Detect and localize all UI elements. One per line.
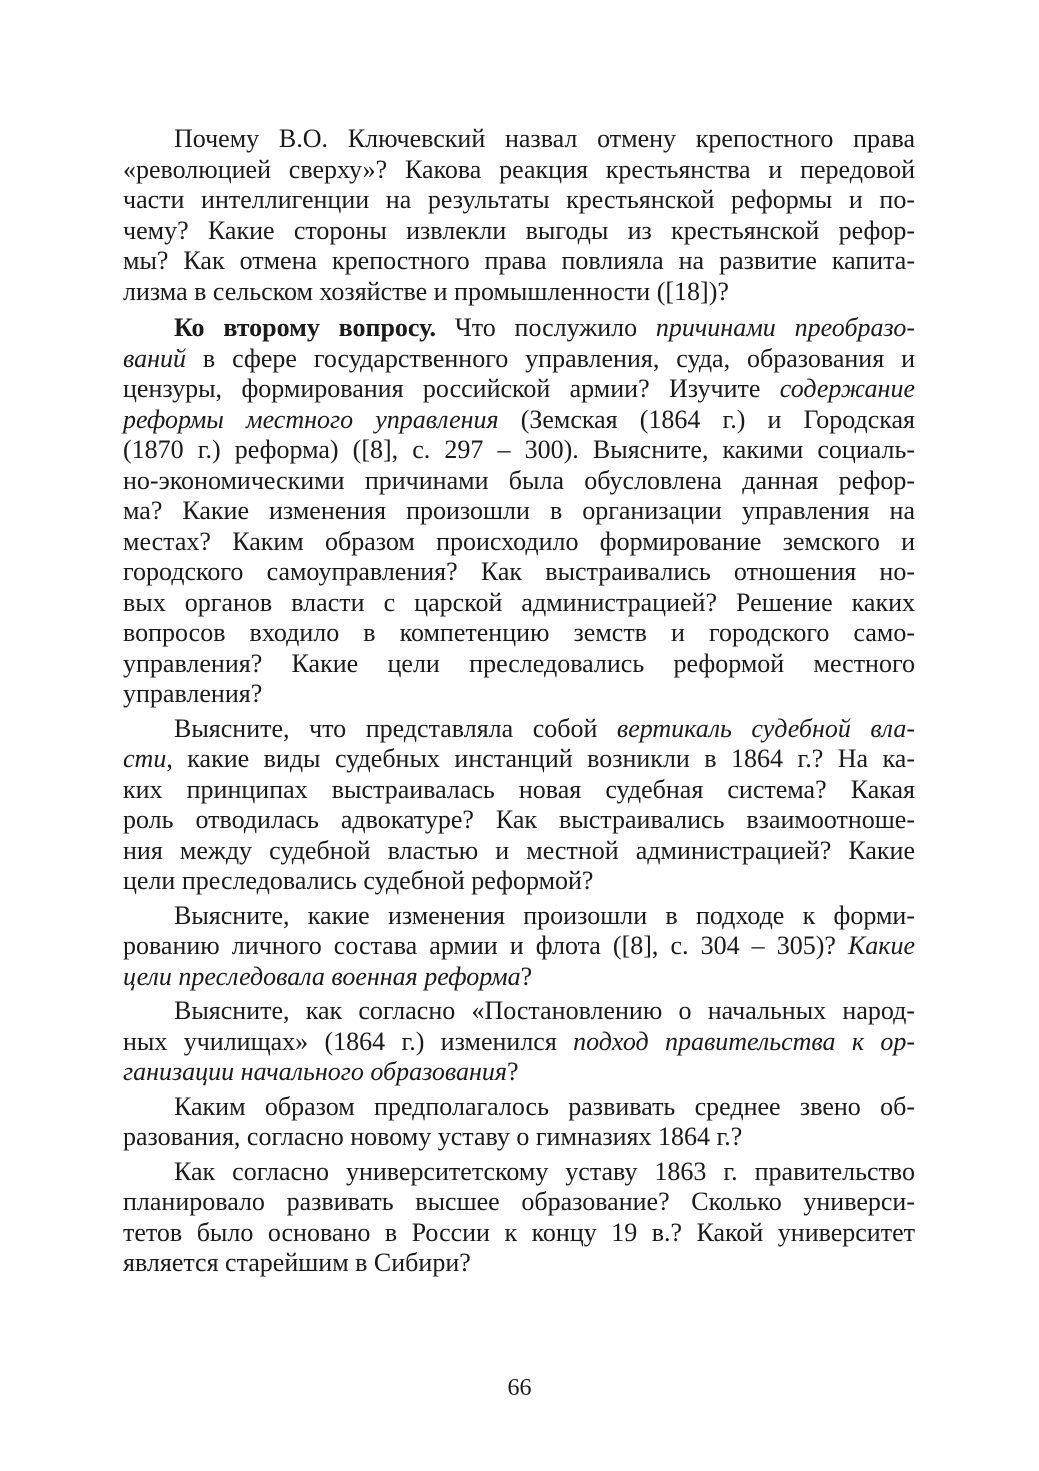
text-run: управления?	[123, 679, 263, 708]
text-line	[123, 805, 915, 836]
text-run: рованию личного состава армии и флота ([8], с. 304 – 305)?	[123, 931, 849, 960]
italic-text: Какие	[848, 931, 915, 960]
text-line	[123, 588, 915, 619]
text-run: в сфере государственного управления, суда, образования и	[186, 343, 915, 373]
text-line	[123, 374, 915, 405]
text-line	[123, 775, 915, 806]
italic-text: вертикаль судебной вла-	[616, 713, 915, 743]
italic-text: ганизации начального образования	[123, 1057, 507, 1086]
text-run: планировало развивать высшее образование? Сколько универси-	[123, 1187, 915, 1216]
paragraph	[123, 313, 915, 710]
text-run: цензуры, формирования российской армии? Изучите	[123, 374, 780, 403]
italic-text: сти	[123, 744, 167, 773]
text-run: лизма в сельском хозяйстве и промышленности ([18])?	[123, 276, 729, 306]
text-line	[123, 557, 915, 588]
italic-text: подход правительства к ор-	[573, 1026, 915, 1056]
bold-text: Ко второму вопросу.	[174, 313, 437, 342]
text-run: мы? Как отмена крепостного права повлияла на развитие капита-	[123, 246, 915, 275]
text-line	[123, 313, 915, 344]
text-run: Каким образом предполагалось развивать среднее звено об-	[174, 1091, 915, 1121]
page-number: 66	[507, 1375, 532, 1401]
text-line	[123, 246, 915, 277]
text-line	[123, 901, 915, 932]
text-run: , какие виды судебных инстанций возникли в 1864 г.? На ка-	[166, 744, 915, 773]
text-line	[123, 527, 915, 558]
text-line	[123, 1122, 915, 1153]
text-line	[123, 1057, 915, 1088]
text-line	[123, 679, 915, 710]
text-run: Выясните, какие изменения произошли в подходе к форми-	[174, 900, 915, 930]
text-line	[123, 836, 915, 867]
text-line	[123, 277, 915, 308]
italic-text: реформы местного управления	[123, 404, 499, 434]
text-run: чему? Какие стороны извлекли выгоды из крестьянской рефор-	[123, 215, 915, 245]
text-line	[123, 344, 915, 375]
text-run: ма? Какие изменения произошли в организации управления на	[123, 496, 915, 525]
text-line	[123, 185, 915, 216]
text-line	[123, 1157, 915, 1188]
paragraph	[123, 901, 915, 993]
text-run: Как согласно университетскому уставу 1863 г. правительство	[174, 1156, 915, 1186]
text-run: местах? Каким образом происходило формирование земского и	[123, 526, 915, 556]
text-line	[123, 1218, 915, 1249]
text-run: ных училищах» (1864 г.) изменился	[123, 1026, 574, 1056]
text-line	[123, 744, 915, 775]
text-line	[123, 649, 915, 680]
text-line	[123, 466, 915, 497]
text-run: Выясните, как согласно «Постановлению о начальных народ-	[174, 996, 915, 1025]
text-run: вых органов власти с царской администрацией? Решение каких	[123, 587, 915, 617]
page-body	[123, 124, 915, 1279]
italic-text: содержание	[779, 374, 915, 403]
text-line	[123, 496, 915, 527]
text-run: цели преследовались судебной реформой?	[123, 866, 594, 895]
text-line	[123, 714, 915, 745]
italic-text: цели преследовала военная реформа	[123, 961, 521, 991]
text-run: вопросов входило в компетенцию земств и городского само-	[123, 618, 915, 647]
text-run: управления? Какие цели преследовались реформой местного	[123, 648, 915, 678]
text-line	[123, 866, 915, 897]
text-run: части интеллигенции на результаты крестьянской реформы и по-	[123, 185, 915, 214]
text-run: (1870 г.) реформа) ([8], с. 297 – 300). Выясните, какими социаль-	[123, 435, 915, 464]
text-line	[123, 1248, 915, 1279]
text-run: является старейшим в Сибири?	[123, 1248, 471, 1277]
text-line	[123, 124, 915, 155]
text-line	[123, 1027, 915, 1058]
text-run: тетов было основано в России к концу 19 в.? Какой университет	[123, 1217, 915, 1247]
text-line	[123, 216, 915, 247]
text-line	[123, 962, 915, 993]
text-run: ния между судебной властью и местной администрацией? Какие	[123, 835, 915, 865]
paragraph	[123, 1157, 915, 1279]
text-line	[123, 405, 915, 436]
paragraph	[123, 124, 915, 307]
text-line	[123, 435, 915, 466]
italic-text: ваний	[123, 343, 187, 373]
text-line	[123, 618, 915, 649]
text-run: ?	[520, 961, 533, 991]
text-run: «революцией сверху»? Какова реакция крестьянства и передовой	[123, 154, 915, 184]
text-run: Что послужило	[436, 313, 656, 342]
text-line	[123, 155, 915, 186]
text-run: (Земская (1864 г.) и Городская	[498, 404, 915, 434]
text-run: ?	[506, 1057, 519, 1086]
text-run: роль отводилась адвокатуре? Как выстраивались взаимоотноше-	[123, 805, 915, 834]
text-line	[123, 1187, 915, 1218]
text-run: но-экономическими причинами была обусловлена данная рефор-	[123, 465, 915, 495]
paragraph	[123, 996, 915, 1088]
text-run: городского самоуправления? Как выстраивались отношения но-	[123, 557, 915, 586]
paragraph	[123, 714, 915, 897]
text-line	[123, 1092, 915, 1123]
text-line	[123, 996, 915, 1027]
text-line	[123, 931, 915, 962]
text-run: разования, согласно новому уставу о гимназиях 1864 г.?	[123, 1122, 743, 1151]
text-run: Выясните, что представляла собой	[174, 713, 617, 743]
text-run: ких принципах выстраивалась новая судебная система? Какая	[123, 774, 915, 804]
text-run: Почему В.О. Ключевский назвал отмену крепостного права	[174, 124, 915, 153]
paragraph	[123, 1092, 915, 1153]
italic-text: причинами преобразо-	[655, 313, 915, 342]
